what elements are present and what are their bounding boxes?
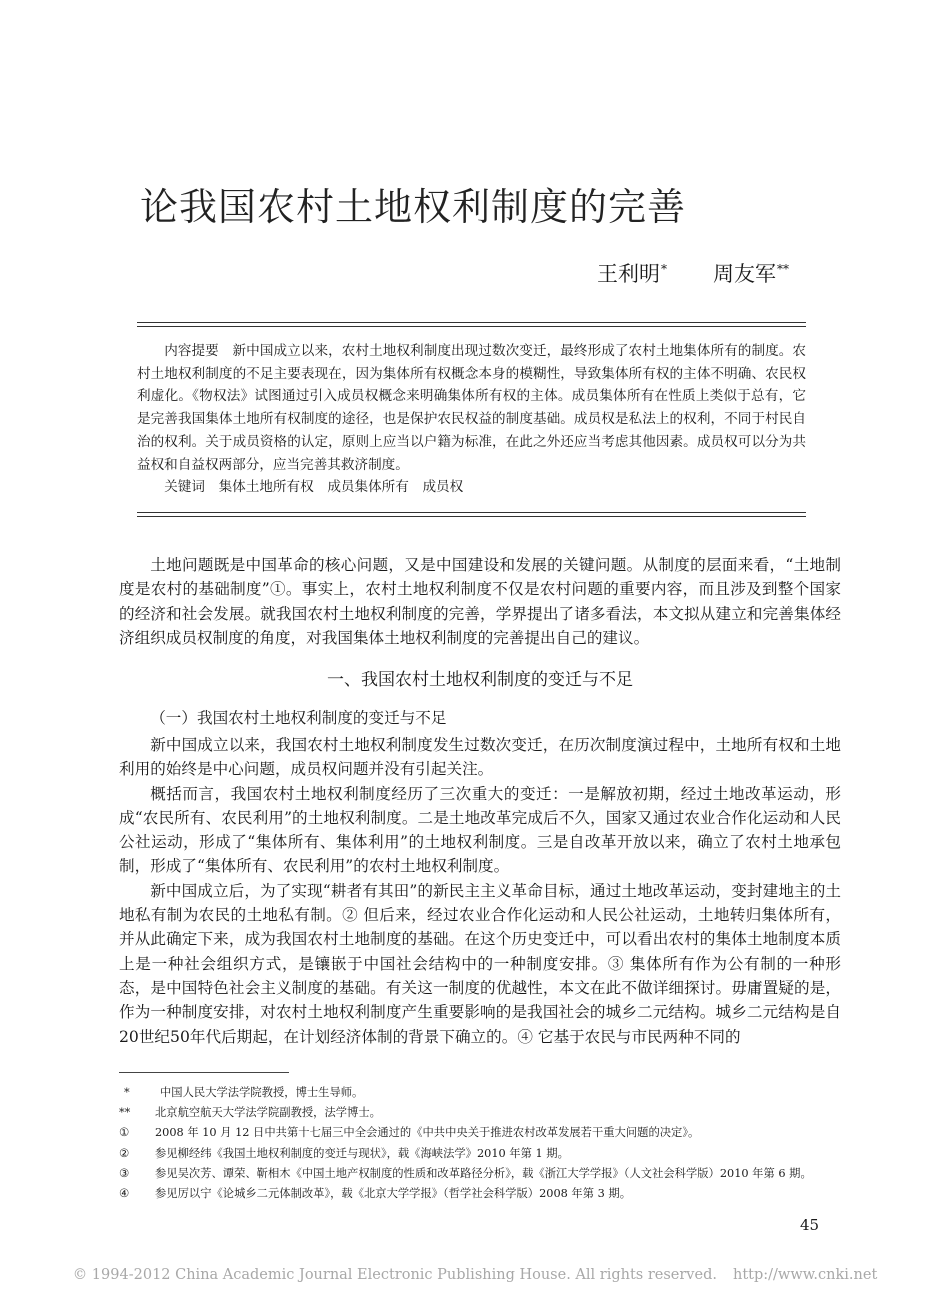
paper-title: 论我国农村土地权利制度的完善 — [140, 185, 687, 229]
author-name: 周友军 — [713, 262, 776, 286]
footnote — [119, 1123, 841, 1143]
keywords-line — [137, 476, 806, 499]
author-mark: ** — [777, 262, 789, 276]
footnote-mark: * — [124, 1086, 130, 1099]
keyword: 集体土地所有权 — [218, 479, 314, 496]
page-number: 45 — [800, 1216, 820, 1234]
footnote-mark: ① — [119, 1126, 130, 1140]
footnote-text: 参见柳经纬《我国土地权利制度的变迁与现状》，载《海峡法学》2010 年第 1 期。 — [155, 1146, 569, 1160]
footnote-text: 中国人民大学法学院教授，博士生导师。 — [160, 1086, 364, 1099]
abstract-label: 内容提要 — [164, 343, 219, 359]
copyright-footer — [0, 1267, 950, 1283]
author-1 — [597, 258, 667, 288]
author-mark: * — [661, 262, 667, 276]
paragraph: 概括而言，我国农村土地权利制度经历了三次重大的变迁：一是解放初期，经过土地改革运动，形成“农民所有、农民利用”的土地权利制度。二是土地改革完成后不久，国家又通过农业合作化运动和人民公社运动，形成了“集体所有、集体利用”的土地权利制度。三是自改革开放以来，确立了农村土地承包制，形成了“集体所有、农民利用”的农村土地权利制度。 — [119, 784, 841, 876]
footnote-mark: ③ — [119, 1166, 130, 1180]
abstract-bottom-rule — [137, 512, 806, 513]
cnki-link[interactable]: http://www.cnki.net — [732, 1267, 878, 1283]
paragraph: 新中国成立以来，我国农村土地权利制度发生过数次变迁，在历次制度演过程中，土地所有权和土地利用的始终是中心问题，成员权问题并没有引起关注。 — [119, 736, 841, 779]
abstract-bottom-rule-2 — [137, 516, 806, 517]
abstract-text: 新中国成立以来，农村土地权利制度出现过数次变迁，最终形成了农村土地集体所有的制度。农村土地权利制度的不足主要表现在，因为集体所有权概念本身的模糊性，导致集体所有权的主体不明确、农民权利虚化。《物权法》试图通过引入成员权概念来明确集体所有权的主体。成员集体所有在性质上类似于总有，它是完善我国集体土地所有权制度的途径，也是保护农民权益的制度基础。成员权是私法上的权利，不同于村民自治的权利。关于成员资格的认定，原则上应当以户籍为标准，在此之外还应当考虑其他因素。成员权可以分为共益权和自益权两部分，应当完善其救济制度。 — [137, 343, 807, 473]
intro-paragraph — [119, 553, 841, 650]
abstract-top-rule — [137, 322, 806, 323]
paragraph: 新中国成立后，为了实现“耕者有其田”的新民主主义革命目标，通过土地改革运动，变封建地主的土地私有制为农民的土地私有制。② 但后来，经过农业合作化运动和人民公社运动，土地转归集体所有，并从此确定下来，成为我国农村土地制度的基础。在这个历史变迁中，可以看出农村的集体土地制度本质上是一种社会组织方式，是镶嵌于中国社会结构中的一种制度安排。③ 集体所有作为公有制的一种形态，是中国特色社会主义制度的基础。有关这一制度的优越性，本文在此不做详细探讨。毋庸置疑的是，作为一种制度安排，对农村土地权利制度产生重要影响的是我国社会的城乡二元结构。城乡二元结构是自20世纪50年代后期起，在计划经济体制的背景下确立的。④ 它基于农民与市民两种不同的 — [119, 881, 841, 1046]
abstract-body — [137, 340, 806, 476]
footnote — [119, 1144, 841, 1164]
footnote — [119, 1164, 841, 1184]
abstract — [137, 340, 806, 499]
author-name: 王利明 — [597, 262, 660, 286]
footnote-mark: ② — [119, 1146, 130, 1160]
footnote — [119, 1083, 841, 1103]
paragraph: 土地问题既是中国革命的核心问题，又是中国建设和发展的关键问题。从制度的层面来看，“土地制度是农村的基础制度”①。事实上，农村土地权利制度不仅是农村问题的重要内容，而且涉及到整个国家的经济和社会发展。就我国农村土地权利制度的完善，学界提出了诸多看法，本文拟从建立和完善集体经济组织成员权制度的角度，对我国集体土地权利制度的完善提出自己的建议。 — [119, 556, 841, 647]
copyright-text: © 1994-2012 China Academic Journal Electronic Publishing House. All rights reserved. — [72, 1267, 717, 1283]
footnote-text: 2008 年 10 月 12 日中共第十七届三中全会通过的《中共中央关于推进农村改革发展若干重大问题的决定》。 — [155, 1126, 700, 1140]
section-heading: 一、我国农村土地权利制度的变迁与不足 — [327, 670, 633, 690]
keyword: 成员权 — [422, 479, 464, 496]
subsection-heading: （一）我国农村土地权利制度的变迁与不足 — [150, 709, 447, 727]
footnote-rule — [119, 1072, 289, 1073]
footnotes — [119, 1083, 841, 1204]
main-text — [119, 733, 841, 1049]
footnote-text: 参见吴次芳、谭荣、靳相木《中国土地产权制度的性质和改革路径分析》，载《浙江大学学报》（人文社会科学版）2010 年第 6 期。 — [155, 1166, 812, 1180]
keywords-label: 关键词 — [164, 479, 205, 496]
footnote-mark: ④ — [119, 1187, 130, 1201]
footnote-text: 参见厉以宁《论城乡二元体制改革》，载《北京大学学报》（哲学社会科学版）2008 年第 3 期。 — [155, 1187, 631, 1201]
keyword: 成员集体所有 — [327, 479, 409, 496]
abstract-top-rule-2 — [137, 326, 806, 327]
footnote-mark: ** — [119, 1106, 131, 1120]
author-2 — [713, 258, 789, 288]
footnote — [119, 1184, 841, 1204]
footnote — [119, 1103, 841, 1123]
footnote-text: 北京航空航天大学法学院副教授，法学博士。 — [155, 1106, 381, 1120]
